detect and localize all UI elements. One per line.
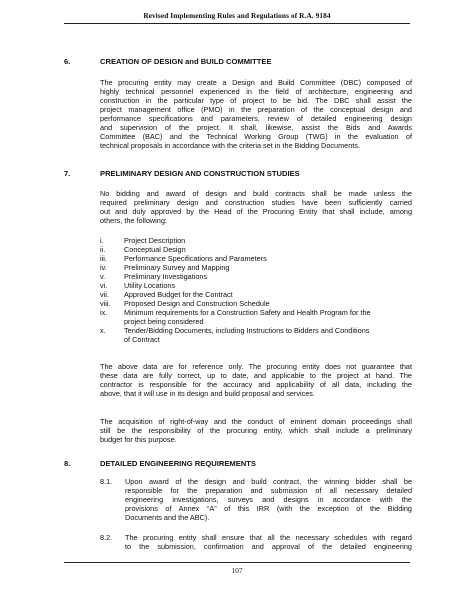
- section-number: 8.: [64, 459, 71, 468]
- list-item: [100, 254, 412, 263]
- text-line: above, that it will use in its design and build proposal and services.: [100, 389, 315, 398]
- text-line: others, the following:: [100, 216, 167, 225]
- section-title: DETAILED ENGINEERING REQUIREMENTS: [100, 459, 256, 468]
- text-line: contractor is responsible for the accuracy and applicability of all data, including the: [100, 380, 412, 389]
- text-line: Upon award of the design and build contract, the winning bidder shall be: [125, 477, 412, 486]
- subsection-body: [125, 533, 412, 551]
- list-item-text: Minimum requirements for a Construction Safety and Health Program for the: [124, 308, 371, 317]
- text-line: The acquisition of right-of-way and the conduct of eminent domain proceedings shall: [100, 417, 412, 426]
- list-item: [100, 290, 412, 299]
- subsection: [100, 533, 412, 551]
- text-line: budget for this purpose.: [100, 435, 177, 444]
- paragraph: [100, 189, 412, 225]
- list-marker: viii.: [100, 299, 111, 308]
- section-title: CREATION OF DESIGN and BUILD COMMITTEE: [100, 57, 272, 66]
- text-line: provisions of Annex “A” of this IRR (with the exception of the Bidding: [125, 504, 412, 513]
- text-line: construction in the particular type of project to be bid. The DBC shall assist the: [100, 96, 412, 105]
- subsection-number: 8.1.: [100, 477, 113, 486]
- list-marker: i.: [100, 236, 104, 245]
- text-line: and supervision of the project. It shall, likewise, assist the Bids and Awards: [100, 123, 412, 132]
- list-item-text: Utility Locations: [124, 281, 176, 290]
- text-line: required preliminary design and construction studies have been sufficiently carried: [100, 198, 412, 207]
- section-number: 7.: [64, 169, 71, 178]
- text-line: to the submission, confirmation and approval of the detailed engineering: [125, 542, 412, 551]
- list-item-text: Preliminary Investigations: [124, 272, 208, 281]
- list-item-text: Conceptual Design: [124, 245, 186, 254]
- list-marker: iv.: [100, 263, 107, 272]
- text-line: out and duly approved by the Head of the Procuring Entity that shall include, among: [100, 207, 412, 216]
- subsection: [100, 477, 412, 522]
- section-title: PRELIMINARY DESIGN AND CONSTRUCTION STUDIES: [100, 169, 300, 178]
- list-item-text: Tender/Bidding Documents, including Instructions to Bidders and Conditions: [124, 326, 370, 335]
- list-marker: ix.: [100, 308, 108, 317]
- list-item: [100, 281, 412, 290]
- list-item-text: of Contract: [124, 335, 160, 344]
- list-item-text: Proposed Design and Construction Schedule: [124, 299, 270, 308]
- list-item: [100, 308, 412, 326]
- text-line: still be the responsibility of the procuring entity, which shall include a preliminary: [100, 426, 412, 435]
- list-marker: v.: [100, 272, 106, 281]
- list-item: [100, 245, 412, 254]
- text-line: Committee (BAC) and the Technical Working Group (TWG) in the evaluation of: [100, 132, 412, 141]
- list-item-text: project being considered: [124, 317, 204, 326]
- text-line: engineering investigations, surveys and designs in accordance with the: [125, 495, 412, 504]
- list-marker: iii.: [100, 254, 107, 263]
- text-line: responsible for the preparation and submission of all necessary detailed: [125, 486, 412, 495]
- text-line: highly technical personnel experienced in the field of architecture, engineering and: [100, 87, 412, 96]
- page-number: 107: [231, 566, 243, 575]
- text-line: The procuring entity may create a Design and Build Committee (DBC) composed of: [100, 78, 412, 87]
- list-item: [100, 299, 412, 308]
- paragraph: [100, 362, 412, 398]
- requirements-list: [100, 236, 412, 344]
- list-marker: x.: [100, 326, 106, 335]
- subsection-body: [125, 477, 412, 522]
- list-item: [100, 236, 412, 245]
- text-line: The procuring entity shall ensure that all the necessary schedules with regard: [125, 533, 412, 542]
- list-item: [100, 272, 412, 281]
- list-marker: ii.: [100, 245, 106, 254]
- footer-rule: [64, 562, 410, 563]
- section-number: 6.: [64, 57, 71, 66]
- text-line: technical proposals in accordance with the criteria set in the Bidding Documents.: [100, 141, 360, 150]
- running-header: Revised Implementing Rules and Regulations of R.A. 9184: [143, 11, 331, 20]
- text-line: these data are fully correct, up to date, and applicable to the project at hand. The: [100, 371, 412, 380]
- list-item-text: Preliminary Survey and Mapping: [124, 263, 230, 272]
- text-line: No bidding and award of design and build contracts shall be made unless the: [100, 189, 412, 198]
- paragraph: [100, 78, 412, 150]
- list-item-text: Approved Budget for the Contract: [124, 290, 233, 299]
- list-marker: vi.: [100, 281, 108, 290]
- list-item-text: Project Description: [124, 236, 186, 245]
- list-marker: vii.: [100, 290, 109, 299]
- text-line: The above data are for reference only. The procuring entity does not guarantee that: [100, 362, 412, 371]
- header-rule: [64, 23, 410, 24]
- text-line: Documents and the ABC).: [125, 513, 210, 522]
- text-line: performance specifications and parameters, review of detailed engineering design: [100, 114, 412, 123]
- list-item-text: Performance Specifications and Parameters: [124, 254, 267, 263]
- list-item: [100, 326, 412, 344]
- paragraph: [100, 417, 412, 444]
- subsection-number: 8.2.: [100, 533, 113, 542]
- text-line: project management office (PMO) in the preparation of the conceptual design and: [100, 105, 412, 114]
- list-item: [100, 263, 412, 272]
